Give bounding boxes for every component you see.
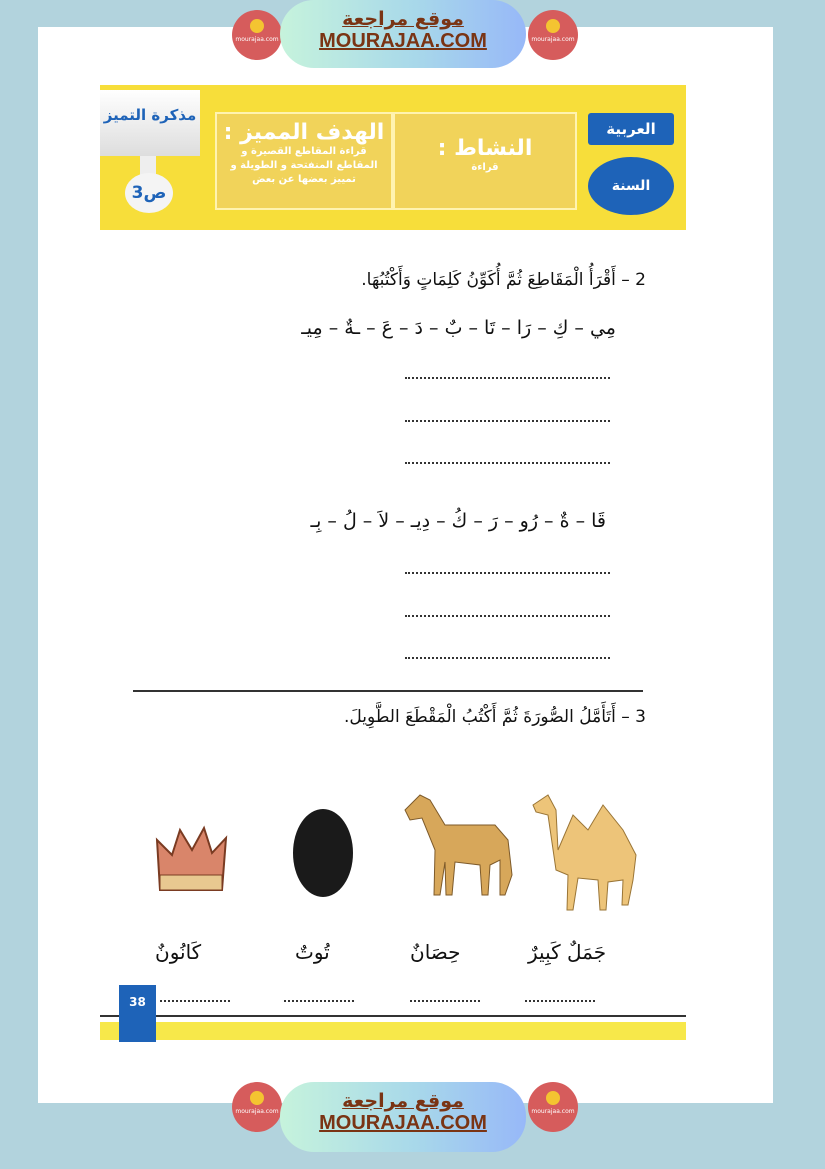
page-number: 38 — [119, 985, 156, 1042]
crown-image — [152, 820, 230, 895]
site-name-en: MOURAJAA.COM — [319, 1112, 487, 1134]
site-name-en: MOURAJAA.COM — [319, 30, 487, 52]
goal-title: الهدف المميز : — [223, 120, 385, 145]
site-name-ar: موقع مراجعة — [342, 8, 464, 30]
book-icon — [546, 19, 560, 33]
section-divider — [133, 690, 643, 692]
goal-text: قراءة المقاطع القصيرة و المقاطع المنفتحة و الطويلة و تمييز بعضها عن بعض — [230, 146, 378, 185]
site-logo-badge: mourajaa.com — [528, 1082, 578, 1132]
book-icon — [250, 1091, 264, 1105]
horse-image — [400, 790, 515, 900]
camel-image — [528, 790, 648, 915]
memo-label: مذكرة التميز — [100, 90, 200, 156]
answer-line[interactable] — [410, 1000, 480, 1002]
answer-line[interactable] — [160, 1000, 230, 1002]
answer-line[interactable] — [525, 1000, 595, 1002]
answer-line[interactable] — [405, 572, 610, 574]
picture-word: تُوتٌ — [295, 940, 330, 964]
answer-line[interactable] — [405, 615, 610, 617]
worksheet — [100, 85, 686, 1042]
worksheet-header — [100, 85, 686, 252]
goal-box — [215, 112, 393, 210]
book-icon — [250, 19, 264, 33]
site-logo-badge: mourajaa.com — [232, 1082, 282, 1132]
syllables-row-2: قَا – ةٌ – رُو – رَ – كُ – دِيـ – لاَ – لُ – بِـ — [310, 510, 606, 532]
picture-word: حِصَانٌ — [410, 940, 461, 964]
picture-word: كَانُونٌ — [155, 940, 202, 964]
site-logo-badge: mourajaa.com — [528, 10, 578, 60]
answer-line[interactable] — [405, 657, 610, 659]
activity-text: قراءة — [471, 162, 499, 173]
grade-label: السنة الأولى — [588, 157, 674, 215]
answer-line[interactable] — [284, 1000, 354, 1002]
activity-title: النشاط : — [437, 136, 533, 161]
activity-box — [393, 112, 577, 210]
memo-code: 3ص — [125, 173, 173, 213]
subject-label: العربية — [588, 113, 674, 145]
picture-word: جَمَلٌ كَبِيرٌ — [528, 940, 607, 964]
exercise-2-title: 2 – أَقْرَأُ الْمَقَاطِعَ ثُمَّ أُكَوِّنُ كَلِمَاتٍ وَأَكْتُبُهَا. — [361, 270, 646, 290]
site-banner-bottom[interactable] — [280, 1082, 526, 1152]
answer-line[interactable] — [405, 420, 610, 422]
answer-line[interactable] — [405, 377, 610, 379]
footer-bar — [100, 1022, 686, 1040]
book-icon — [546, 1091, 560, 1105]
site-banner-top[interactable] — [280, 0, 526, 68]
site-logo-badge: mourajaa.com — [232, 10, 282, 60]
blackberry-image — [288, 805, 358, 900]
footer-line — [100, 1015, 686, 1017]
syllables-row-1: مِي – كِ – رَا – تَا – بٌ – دَ – عَ – ـةٌ – مِيـ — [301, 317, 616, 339]
exercise-3-title: 3 – أَتَأَمَّلُ الصُّورَةَ ثُمَّ أَكْتُبُ الْمَقْطَعَ الطَّوِيلَ. — [344, 707, 646, 727]
answer-line[interactable] — [405, 462, 610, 464]
site-name-ar: موقع مراجعة — [342, 1090, 464, 1112]
